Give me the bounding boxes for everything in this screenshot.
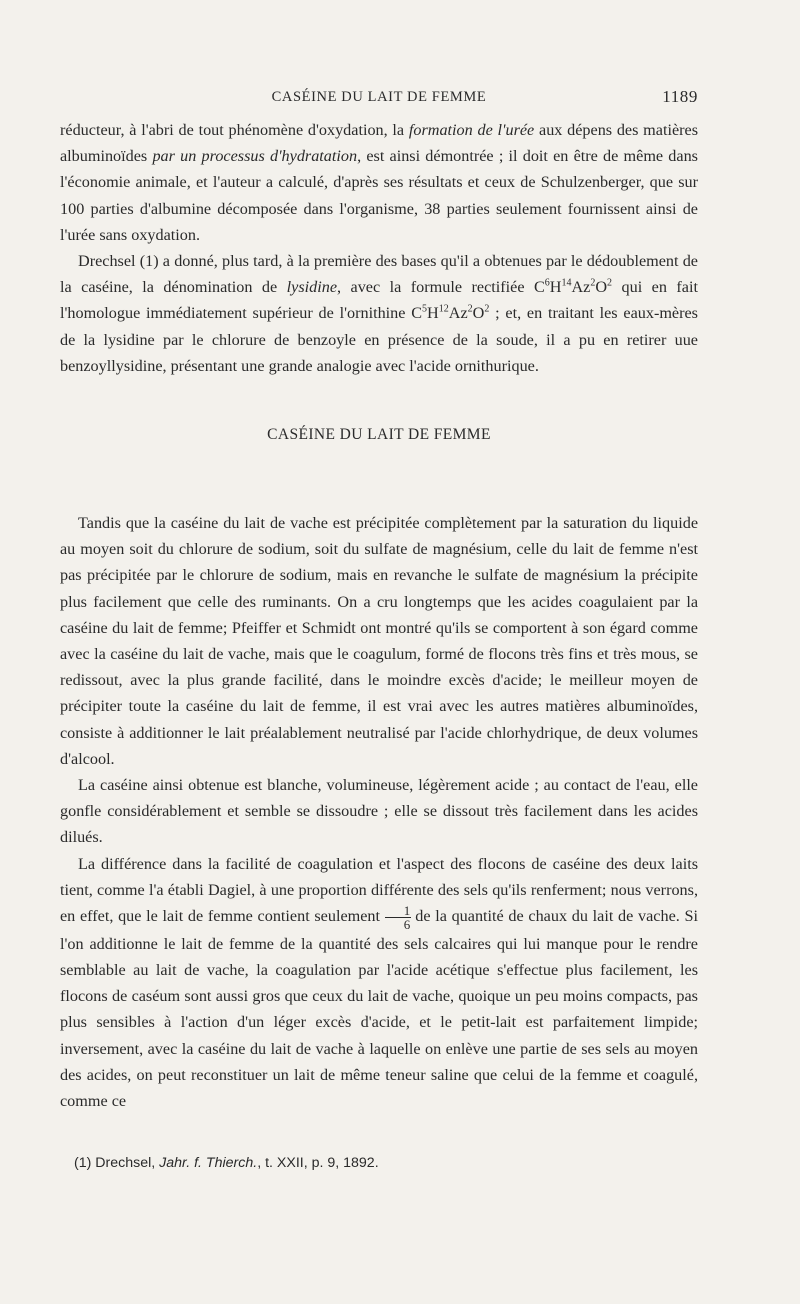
paragraph-drechsel: Drechsel (1) a donné, plus tard, à la première des bases qu'il a obtenues par le dédoublement de la caséine, la dénomination de lysidine, avec la formule rectifiée $C^6H^{14}Az^2O^2$ qui en fait l'homologue immédiatement supérieur de l'ornithine $C^5H^{12}Az^2O^2$ ; et, en traitant les eaux-mères de la lysidine par le chlorure de benzoyle en présence de la soude, il a pu en retirer uue benzoyllysidine, présentant une grande analogie avec l'acide ornithurique. [60,252,698,375]
running-head [60,89,698,111]
paragraph-continued: réducteur, à l'abri de tout phénomène d'oxydation, la formation de l'urée aux dépens des matières albuminoïdes par un processus d'hydratation, est ainsi démontrée ; il doit en être de même dans l'économie animale, et l'auteur a calculé, d'après ses résultats et ceux de Schulzenberger, que sur 100 parties d'albumine décomposée dans l'organisme, 38 parties seulement fournissent ainsi de l'urée sans oxydation. [60,121,698,244]
paragraph-difference: La différence dans la facilité de coagulation et l'aspect des flocons de caséine des deux laits tient, comme l'a établi Dagiel, à une proportion différente des sels qu'ils renferment; nous verrons, en effet, que le lait de femme contient seulement $\frac{1}{6}$ de la quantité de chaux du lait de vache. Si l'on additionne le lait de femme de la quantité des sels calcaires qui lui manque pour le rendre semblable au lait de vache, la coagulation par l'acide acétique s'effectue plus facilement, les flocons de caséum sont aussi gros que ceux du lait de vache, quoique un peu moins compacts, pas plus sensibles à l'action d'un léger excès d'acide, et le petit-lait est parfaitement limpide; inversement, avec la caséine du lait de vache à laquelle on enlève une partie de ses sels au moyen des acides, on peut reconstituer un lait de même teneur saline que celui de la femme et coagulé, comme ce [60,854,698,1111]
page-number: 1189 [662,87,698,106]
running-title: CASÉINE DU LAIT DE FEMME [271,89,487,105]
paragraph-precipitation: Tandis que la caséine du lait de vache est précipitée complètement par la saturation du liquide au moyen soit du chlorure de sodium, soit du sulfate de magnésium, celle du lait de femme n'est pas précipitée par le chlorure de sodium, mais en revanche le sulfate de magnésium la précipite plus facilement que celle des ruminants. On a cru longtemps que les acides coagulaient par la caséine du lait de femme; Pfeiffer et Schmidt ont montré qu'ils se comportent à son égard comme avec la caséine du lait de vache, mais que le coagulum, formé de flocons très fins et très mous, se redissout, avec la plus grande facilité, dans le moindre excès d'acide; le meilleur moyen de précipiter toute la caséine du lait de femme, il est vrai avec les autres matières albuminoïdes, consiste à additionner le lait préalablement neutralisé par l'acide chlorhydrique, de deux volumes d'alcool. [60,514,698,768]
continued-text [60,117,698,379]
section-heading: CASÉINE DU LAIT DE FEMME [267,426,491,443]
fraction-one-sixth: $\frac{1}{6}$ [385,904,412,931]
footnote: (1) Drechsel, Jahr. f. Thierch., t. XXII, p. 9, 1892. [74,1155,379,1171]
section-body [60,510,698,1114]
paragraph-properties: La caséine ainsi obtenue est blanche, volumineuse, légèrement acide ; au contact de l'eau, elle gonfle considérablement et semble se dissoudre ; elle se dissout très facilement dans les acides dilués. [60,776,698,847]
